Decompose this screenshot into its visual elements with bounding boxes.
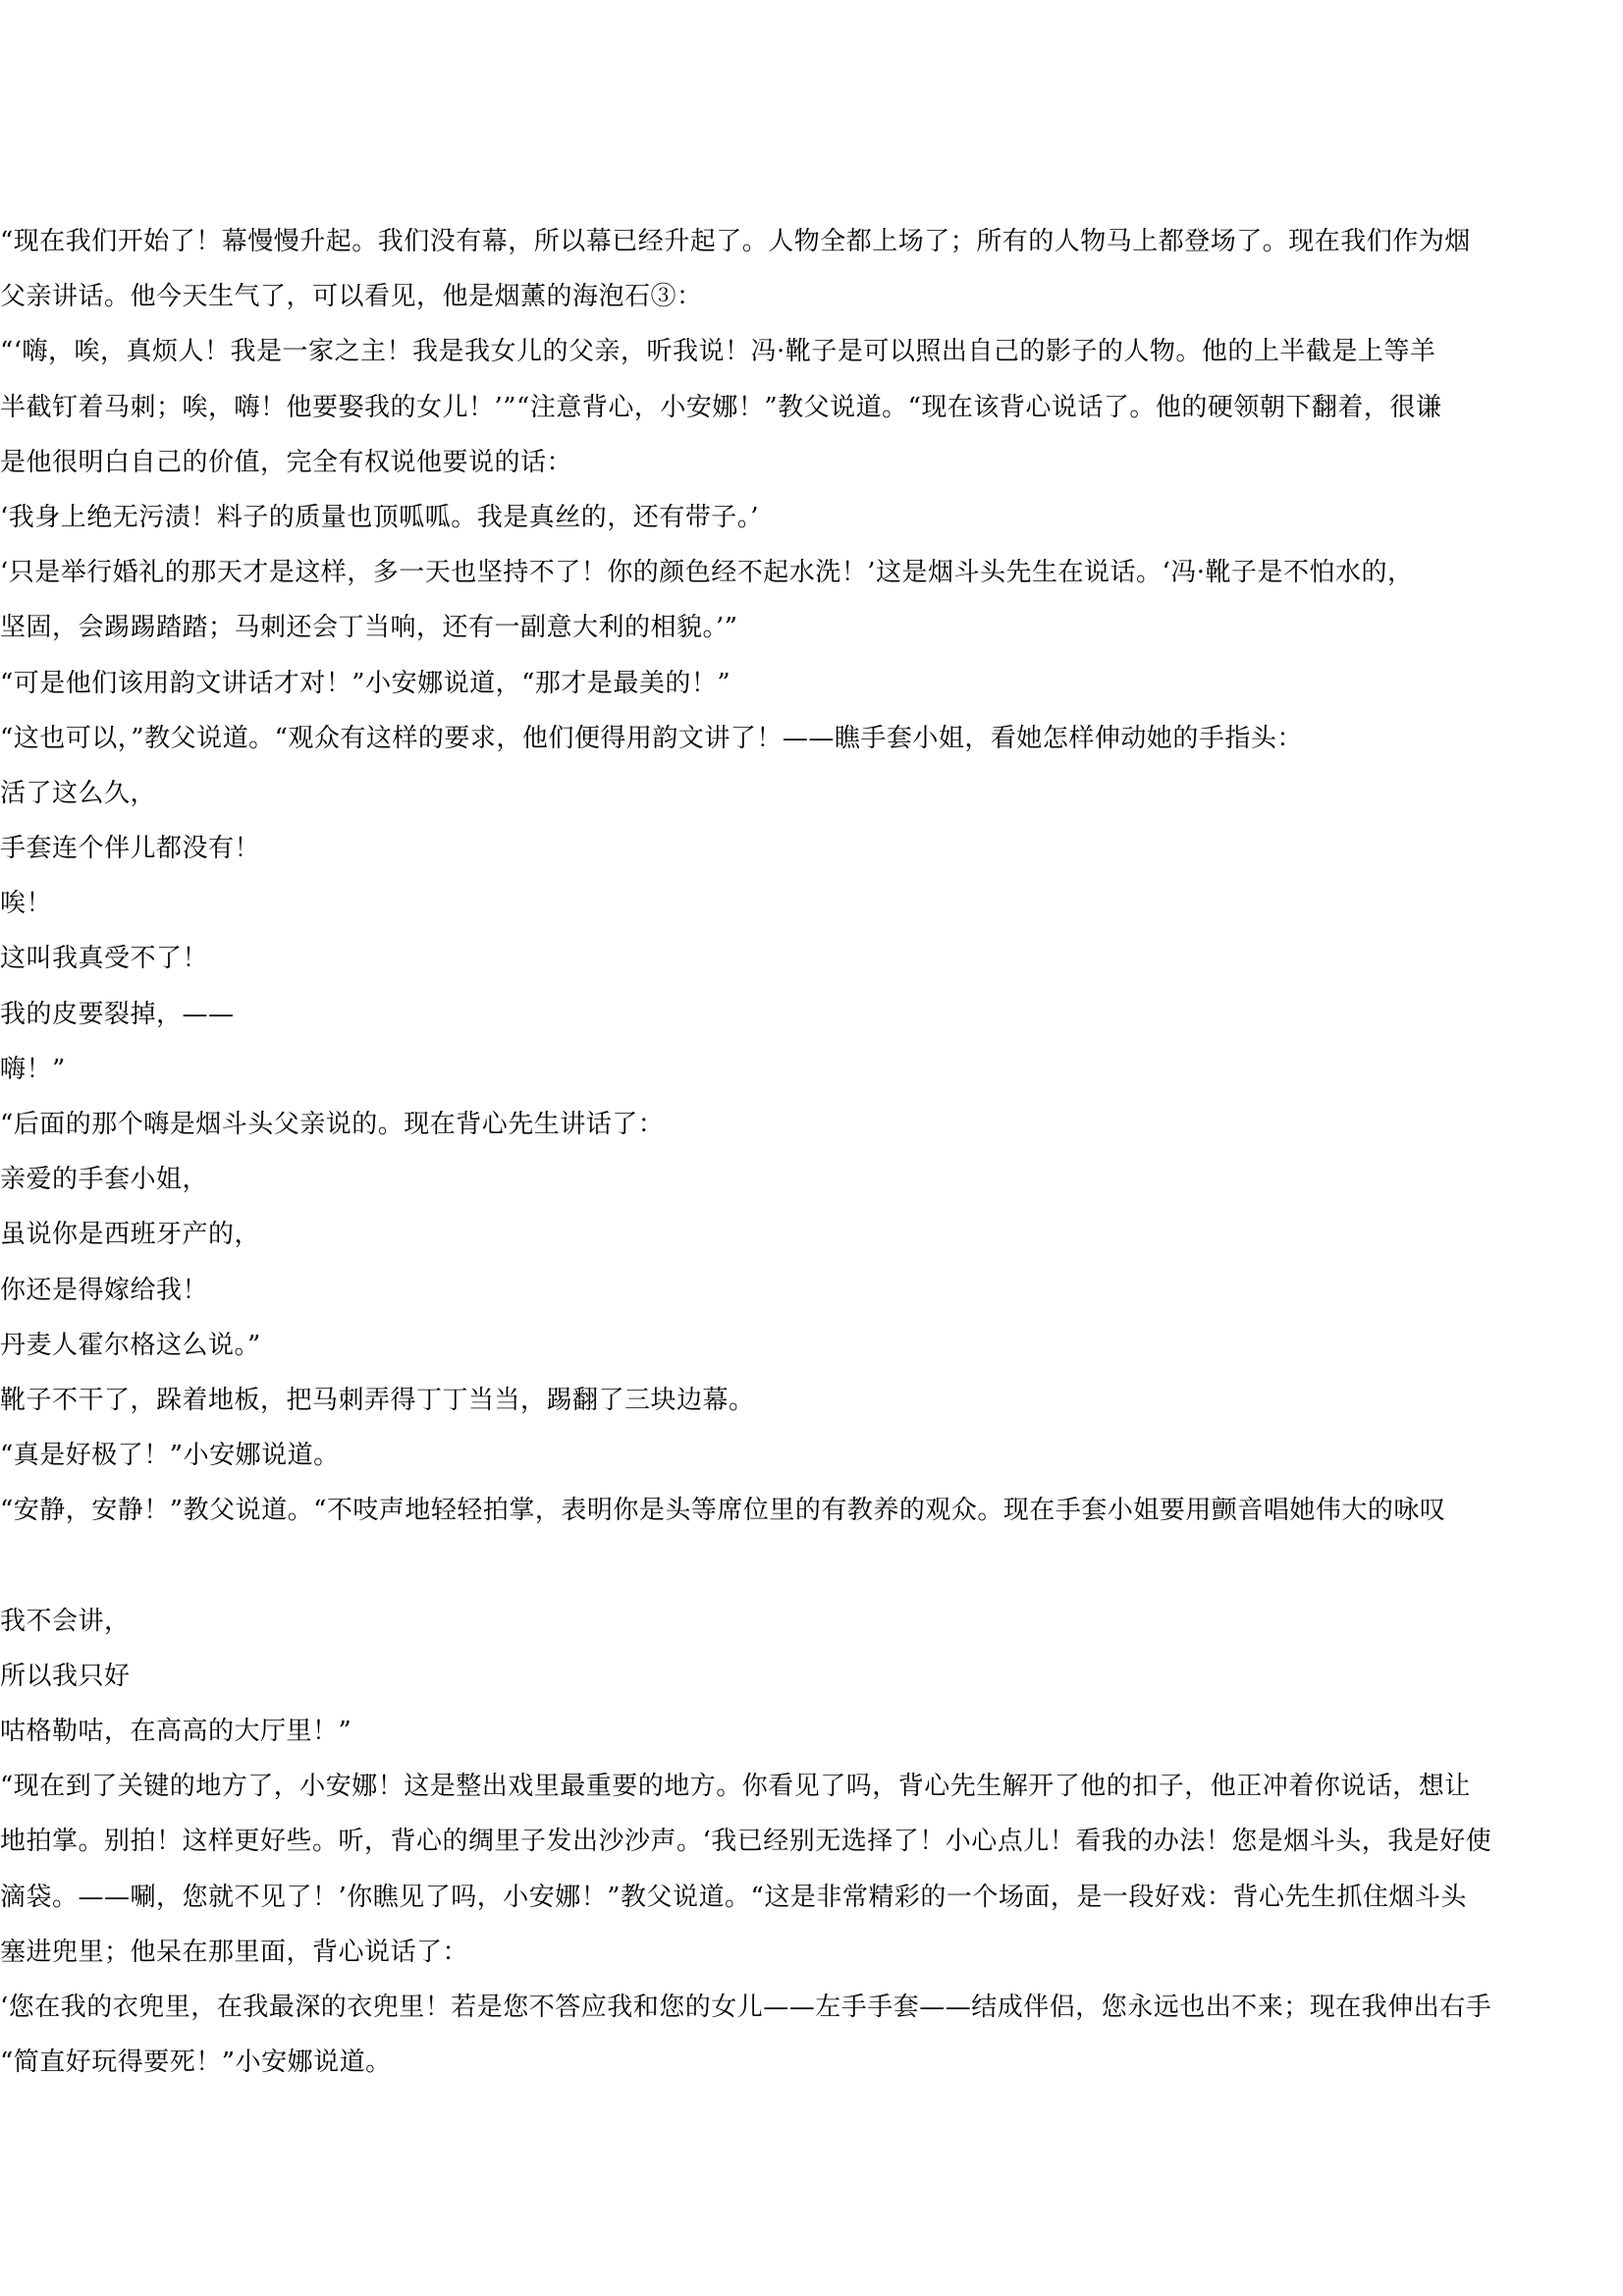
text-line: 半截钉着马刺；唉，嗨！他要娶我的女儿！’”“注意背心，小安娜！”教父说道。“现在该背心说话了。他的硬领朝下翻着，很谦 bbox=[0, 392, 1442, 422]
text-line: “后面的那个嗨是烟斗头父亲说的。现在背心先生讲话了： bbox=[0, 1110, 665, 1139]
text-line: 塞进兜里；他呆在那里面，背心说话了： bbox=[0, 1937, 469, 1967]
text-line: “这也可以，”教父说道。“观众有这样的要求，他们便得用韵文讲了！——瞧手套小姐，看她怎样伸动她的手指头： bbox=[0, 723, 1303, 753]
text-line: 亲爱的手套小姐， bbox=[0, 1165, 209, 1195]
text-line: 你还是得嫁给我！ bbox=[0, 1275, 209, 1305]
text-line: 虽说你是西班牙产的， bbox=[0, 1220, 261, 1250]
text-line: “‘嗨，唉，真烦人！我是一家之主！我是我女儿的父亲，听我说！冯·靴子是可以照出自己的影子的人物。他的上半截是上等羊 bbox=[0, 337, 1436, 367]
story-text bbox=[0, 214, 1623, 2090]
text-line: “可是他们该用韵文讲话才对！”小安娜说道，“那才是最美的！” bbox=[0, 668, 731, 698]
text-line: ‘您在我的衣兜里，在我最深的衣兜里！若是您不答应我和您的女儿——左手手套——结成伴侣，您永远也出不来；现在我伸出右手 bbox=[0, 1993, 1492, 2022]
text-line: “安静，安静！”教父说道。“不吱声地轻轻拍掌，表明你是头等席位里的有教养的观众。现在手套小姐要用颤音唱她伟大的咏叹 bbox=[0, 1496, 1446, 1526]
text-line: 手套连个伴儿都没有！ bbox=[0, 834, 261, 864]
text-line: 丹麦人霍尔格这么说。” bbox=[0, 1330, 261, 1360]
text-line: 唉！ bbox=[0, 889, 53, 919]
blank-line bbox=[0, 1539, 1623, 1594]
text-line: ‘我身上绝无污渍！料子的质量也顶呱呱。我是真丝的，还有带子。’ bbox=[0, 502, 760, 532]
text-line: ‘只是举行婚礼的那天才是这样，多一天也坚持不了！你的颜色经不起水洗！’这是烟斗头先生在说话。‘冯·靴子是不怕水的， bbox=[0, 558, 1414, 588]
text-line: “真是好极了！”小安娜说道。 bbox=[0, 1441, 340, 1471]
text-line: 是他很明白自己的价值，完全有权说他要说的话： bbox=[0, 447, 573, 477]
text-line: 坚固，会踢踢踏踏；马刺还会丁当响，还有一副意大利的相貌。’” bbox=[0, 613, 738, 643]
text-line: 咕格勒咕，在高高的大厅里！” bbox=[0, 1717, 352, 1747]
text-line: 地拍掌。别拍！这样更好些。听，背心的绸里子发出沙沙声。‘我已经别无选择了！小心点儿！看我的办法！您是烟斗头，我是好使 bbox=[0, 1827, 1492, 1857]
text-line: 我不会讲， bbox=[0, 1606, 131, 1636]
text-line: “简直好玩得要死！”小安娜说道。 bbox=[0, 2048, 392, 2078]
text-line: 活了这么久， bbox=[0, 778, 157, 808]
text-line: 所以我只好 bbox=[0, 1661, 131, 1691]
text-line: 父亲讲话。他今天生气了，可以看见，他是烟薰的海泡石③： bbox=[0, 282, 703, 312]
text-line: 靴子不干了，跺着地板，把马刺弄得丁丁当当，踢翻了三块边幕。 bbox=[0, 1385, 755, 1415]
text-line: 我的皮要裂掉，—— bbox=[0, 999, 235, 1029]
text-line: 嗨！” bbox=[0, 1054, 66, 1084]
text-line: 滴袋。——唰，您就不见了！’你瞧见了吗，小安娜！”教父说道。“这是非常精彩的一个场面，是一段好戏：背心先生抓住烟斗头 bbox=[0, 1882, 1467, 1912]
text-line: 这叫我真受不了！ bbox=[0, 944, 209, 974]
text-line: “现在到了关键的地方了，小安娜！这是整出戏里最重要的地方。你看见了吗，背心先生解开了他的扣子，他正冲着你说话，想让 bbox=[0, 1772, 1471, 1802]
text-line: “现在我们开始了！幕慢慢升起。我们没有幕，所以幕已经升起了。人物全都上场了；所有的人物马上都登场了。现在我们作为烟 bbox=[0, 227, 1471, 256]
